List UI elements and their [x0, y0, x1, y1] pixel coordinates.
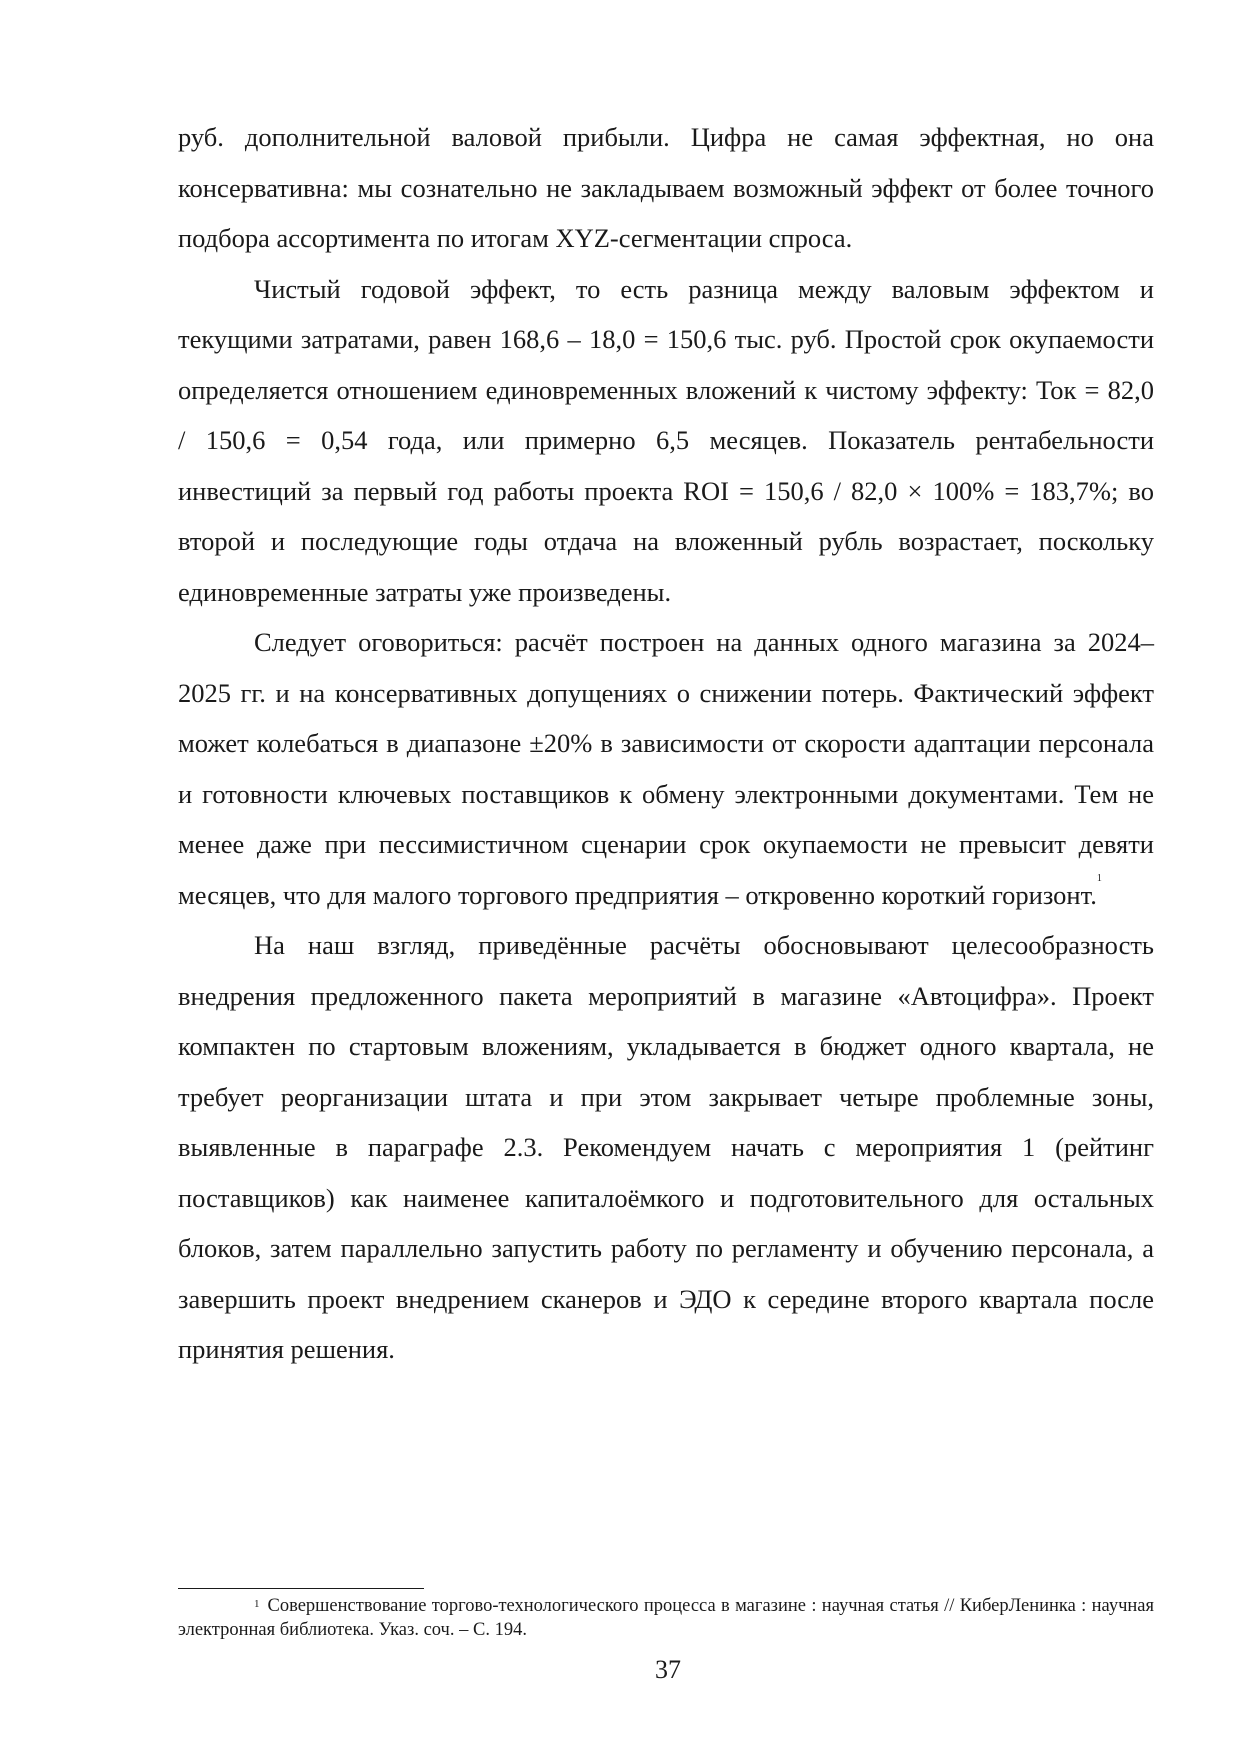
footnote-separator — [178, 1588, 424, 1589]
footnote — [178, 1594, 1154, 1642]
paragraph-caveat-text: Следует оговориться: расчёт построен на данных одного магазина за 2024–2025 гг. и на консервативных допущениях о снижении потерь. Фактический эффект может колебаться в диапазоне ±20% в зависимости от скорости адаптации персонала и готовности ключевых поставщиков к обмену электронными документами. Тем не менее даже при пессимистичном сценарии срок окупаемости не превысит девяти месяцев, что для малого торгового предприятия – откровенно короткий горизонт. — [178, 627, 1154, 910]
footnote-entry — [178, 1594, 1154, 1642]
document-body — [178, 112, 1154, 1375]
footnote-number: 1 — [254, 1598, 260, 1610]
page-number: 37 — [655, 1655, 681, 1684]
paragraph-continuation: руб. дополнительной валовой прибыли. Цифра не самая эффектная, но она консервативна: мы сознательно не закладываем возможный эффект от более точного подбора ассортимента по итогам XYZ-сегментации спроса. — [178, 122, 1154, 253]
footnote-text: Совершенствование торгово-технологического процесса в магазине : научная статья // КиберЛенинка : научная электронная библиотека. Указ. соч. – С. 194. — [178, 1596, 1154, 1640]
paragraph-caveat — [178, 617, 1154, 920]
footnote-reference[interactable]: 1 — [1096, 872, 1102, 884]
paragraph-conclusion: На наш взгляд, приведённые расчёты обосновывают целесообразность внедрения предложенного пакета мероприятий в магазине «Автоцифра». Проект компактен по стартовым вложениям, укладывается в бюджет одного квартала, не требует реорганизации штата и при этом закрывает четыре проблемные зоны, выявленные в параграфе 2.3. Рекомендуем начать с мероприятия 1 (рейтинг поставщиков) как наименее капиталоёмкого и подготовительного для остальных блоков, затем параллельно запустить работу по регламенту и обучению персонала, а завершить проект внедрением сканеров и ЭДО к середине второго квартала после принятия решения. — [178, 930, 1154, 1364]
paragraph-net-effect: Чистый годовой эффект, то есть разница между валовым эффектом и текущими затратами, равен 168,6 – 18,0 = 150,6 тыс. руб. Простой срок окупаемости определяется отношением единовременных вложений к чистому эффекту: Ток = 82,0 / 150,6 = 0,54 года, или примерно 6,5 месяцев. Показатель рентабельности инвестиций за первый год работы проекта ROI = 150,6 / 82,0 × 100% = 183,7%; во второй и последующие годы отдача на вложенный рубль возрастает, поскольку единовременные затраты уже произведены. — [178, 273, 1154, 607]
